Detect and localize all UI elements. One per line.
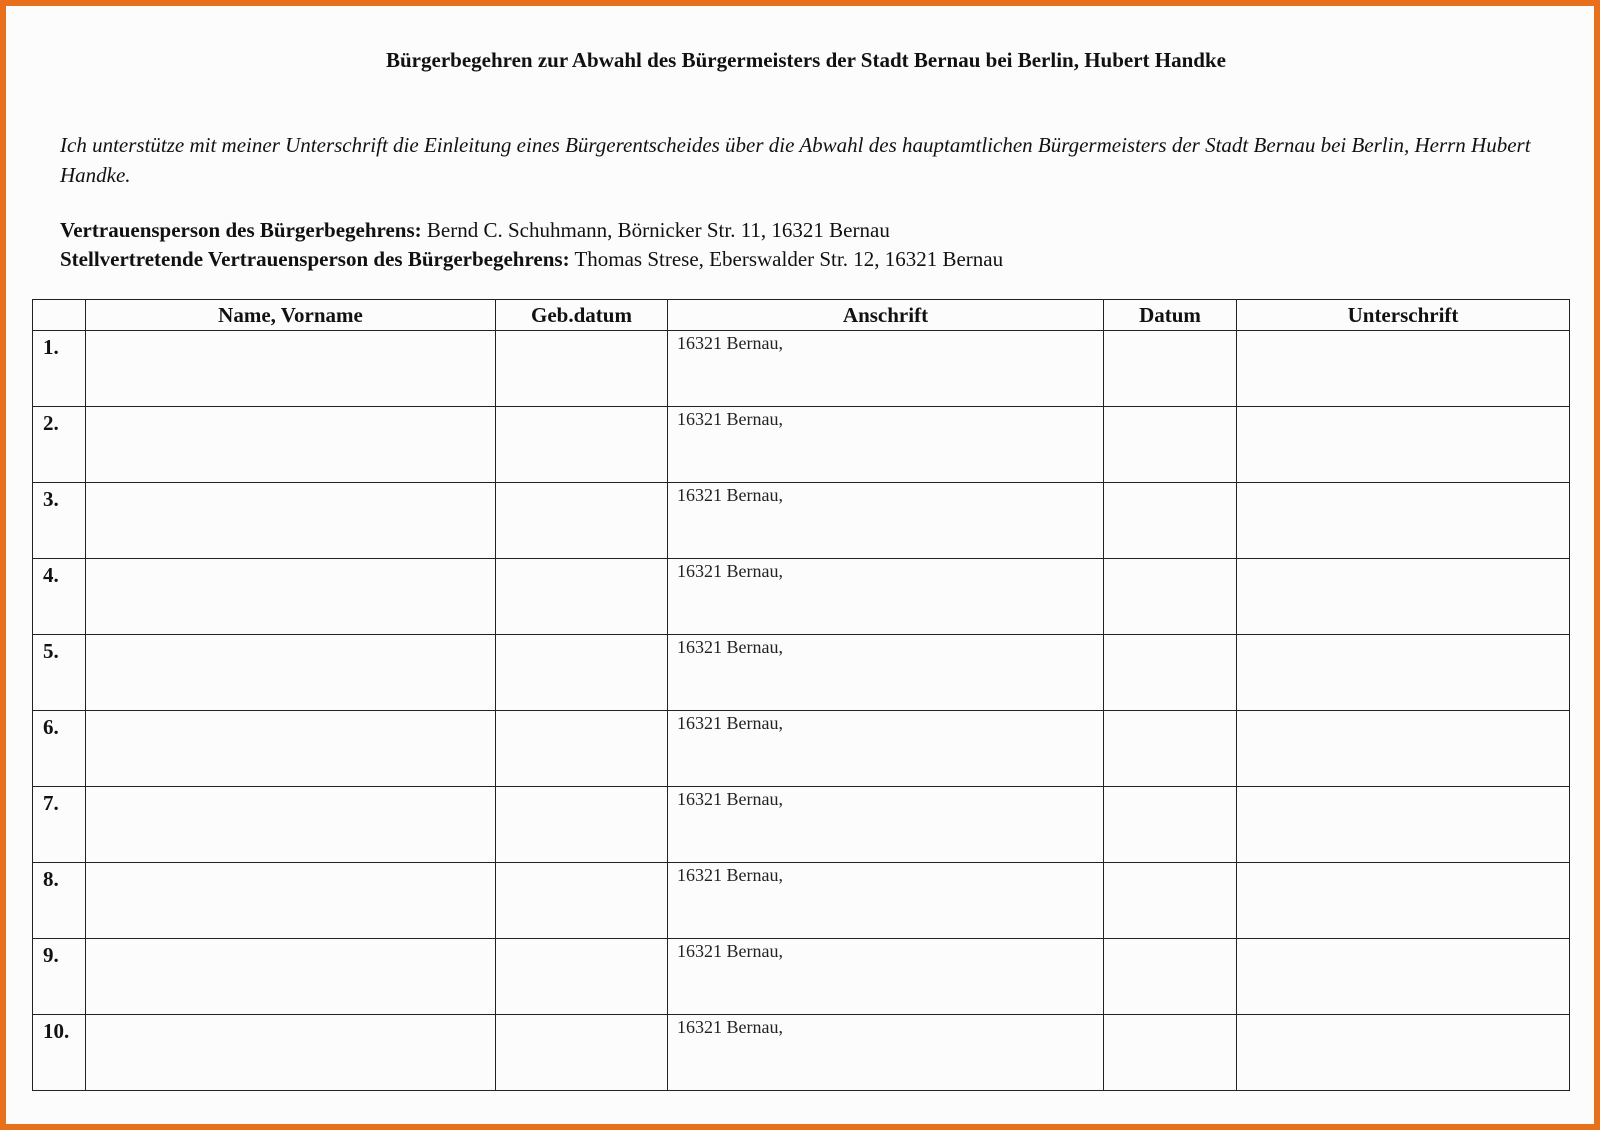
address-cell[interactable]: 16321 Bernau, <box>668 559 1104 635</box>
birthdate-cell[interactable] <box>496 559 668 635</box>
table-row <box>33 787 1570 863</box>
address-cell[interactable]: 16321 Bernau, <box>668 711 1104 787</box>
birthdate-cell[interactable] <box>496 711 668 787</box>
birthdate-cell[interactable] <box>496 787 668 863</box>
name-cell[interactable] <box>86 711 496 787</box>
address-cell[interactable]: 16321 Bernau, <box>668 863 1104 939</box>
signature-cell[interactable] <box>1237 863 1570 939</box>
signature-cell[interactable] <box>1237 407 1570 483</box>
table-row <box>33 407 1570 483</box>
contact-label: Vertrauensperson des Bürgerbegehrens: <box>60 218 422 242</box>
birthdate-cell[interactable] <box>496 1015 668 1091</box>
document-title: Bürgerbegehren zur Abwahl des Bürgermeisters der Stadt Bernau bei Berlin, Hubert Handke <box>386 48 1226 72</box>
column-header-birthdate: Geb.datum <box>496 300 668 331</box>
signature-cell[interactable] <box>1237 787 1570 863</box>
table-row <box>33 483 1570 559</box>
column-header-date: Datum <box>1104 300 1237 331</box>
address-cell[interactable]: 16321 Bernau, <box>668 787 1104 863</box>
date-cell[interactable] <box>1104 407 1237 483</box>
contact-value: Thomas Strese, Eberswalder Str. 12, 16321 Bernau <box>574 247 1004 271</box>
column-header-address: Anschrift <box>668 300 1104 331</box>
table-row <box>33 635 1570 711</box>
name-cell[interactable] <box>86 483 496 559</box>
name-cell[interactable] <box>86 787 496 863</box>
name-cell[interactable] <box>86 863 496 939</box>
table-row <box>33 559 1570 635</box>
date-cell[interactable] <box>1104 863 1237 939</box>
date-cell[interactable] <box>1104 1015 1237 1091</box>
name-cell[interactable] <box>86 939 496 1015</box>
signature-table <box>32 299 1570 1091</box>
address-cell[interactable]: 16321 Bernau, <box>668 1015 1104 1091</box>
date-cell[interactable] <box>1104 483 1237 559</box>
row-number: 10. <box>33 1015 86 1091</box>
table-header-row <box>33 300 1570 331</box>
row-number: 6. <box>33 711 86 787</box>
date-cell[interactable] <box>1104 787 1237 863</box>
name-cell[interactable] <box>86 331 496 407</box>
contact-person-primary <box>60 216 1560 245</box>
row-number: 9. <box>33 939 86 1015</box>
column-header-signature: Unterschrift <box>1237 300 1570 331</box>
name-cell[interactable] <box>86 1015 496 1091</box>
column-header-name: Name, Vorname <box>86 300 496 331</box>
name-cell[interactable] <box>86 407 496 483</box>
address-cell[interactable]: 16321 Bernau, <box>668 407 1104 483</box>
address-cell[interactable]: 16321 Bernau, <box>668 483 1104 559</box>
row-number: 8. <box>33 863 86 939</box>
row-number: 2. <box>33 407 86 483</box>
date-cell[interactable] <box>1104 635 1237 711</box>
row-number: 4. <box>33 559 86 635</box>
date-cell[interactable] <box>1104 939 1237 1015</box>
contact-label: Stellvertretende Vertrauensperson des Bürgerbegehrens: <box>60 247 570 271</box>
birthdate-cell[interactable] <box>496 407 668 483</box>
date-cell[interactable] <box>1104 711 1237 787</box>
address-cell[interactable]: 16321 Bernau, <box>668 331 1104 407</box>
signature-cell[interactable] <box>1237 711 1570 787</box>
column-header-number <box>33 300 86 331</box>
contact-person-deputy <box>60 245 1560 274</box>
signature-cell[interactable] <box>1237 939 1570 1015</box>
name-cell[interactable] <box>86 559 496 635</box>
table-row <box>33 939 1570 1015</box>
signature-cell[interactable] <box>1237 559 1570 635</box>
row-number: 3. <box>33 483 86 559</box>
table-row <box>33 1015 1570 1091</box>
signature-cell[interactable] <box>1237 331 1570 407</box>
signature-cell[interactable] <box>1237 483 1570 559</box>
row-number: 7. <box>33 787 86 863</box>
signature-cell[interactable] <box>1237 1015 1570 1091</box>
address-cell[interactable]: 16321 Bernau, <box>668 939 1104 1015</box>
declaration-text: Ich unterstütze mit meiner Unterschrift die Einleitung eines Bürgerentscheides über die Abwahl des hauptamtlichen Bürgermeisters der Stadt Bernau bei Berlin, Herrn Hubert Handke. <box>60 133 1531 187</box>
row-number: 5. <box>33 635 86 711</box>
birthdate-cell[interactable] <box>496 483 668 559</box>
table-row <box>33 711 1570 787</box>
name-cell[interactable] <box>86 635 496 711</box>
date-cell[interactable] <box>1104 559 1237 635</box>
signature-cell[interactable] <box>1237 635 1570 711</box>
date-cell[interactable] <box>1104 331 1237 407</box>
contact-persons <box>60 216 1560 274</box>
table-row <box>33 863 1570 939</box>
address-cell[interactable]: 16321 Bernau, <box>668 635 1104 711</box>
birthdate-cell[interactable] <box>496 635 668 711</box>
contact-value: Bernd C. Schuhmann, Börnicker Str. 11, 16321 Bernau <box>426 218 890 242</box>
birthdate-cell[interactable] <box>496 939 668 1015</box>
birthdate-cell[interactable] <box>496 863 668 939</box>
row-number: 1. <box>33 331 86 407</box>
birthdate-cell[interactable] <box>496 331 668 407</box>
table-row <box>33 331 1570 407</box>
